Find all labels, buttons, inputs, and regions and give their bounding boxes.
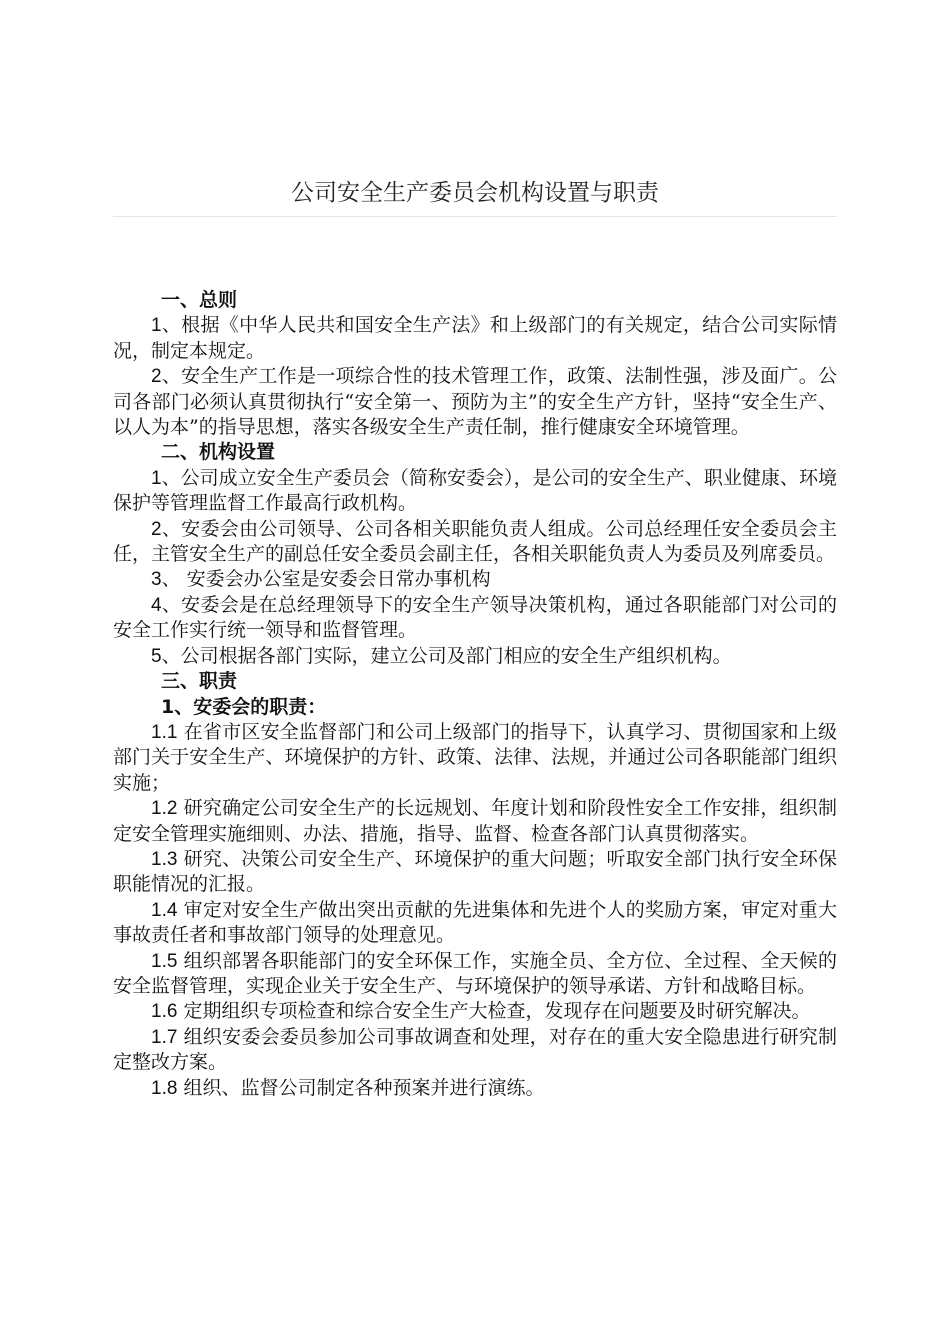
- item-number: 5: [151, 645, 162, 667]
- document-body: [113, 288, 837, 1101]
- item-text: 、根据《中华人民共和国安全生产法》和上级部门的有关规定，结合公司实际情况，制定本规定。: [113, 314, 837, 362]
- paragraph: [113, 593, 837, 644]
- item-number: 1.1: [151, 721, 178, 743]
- item-number: 1: [151, 467, 162, 489]
- item-text: 组织、监督公司制定各种预案并进行演练。: [177, 1076, 545, 1099]
- item-text: 、安委会是在总经理领导下的安全生产领导决策机构，通过各职能部门对公司的安全工作实行统一领导和监督管理。: [113, 593, 837, 642]
- paragraph: [113, 796, 837, 847]
- item-number: 2: [151, 366, 162, 388]
- item-number: 1.7: [151, 1026, 178, 1048]
- paragraph: [113, 517, 837, 568]
- paragraph: [113, 949, 837, 1000]
- item-text: 、公司成立安全生产委员会（简称安委会），是公司的安全生产、职业健康、环境保护等管理监督工作最高行政机构。: [113, 466, 837, 515]
- item-number: 1.6: [151, 1001, 178, 1023]
- item-number: 2: [151, 518, 162, 540]
- item-number: 1.8: [151, 1077, 178, 1099]
- paragraph: [113, 466, 837, 517]
- item-text: 定期组织专项检查和综合安全生产大检查，发现存在问题要及时研究解决。: [177, 1000, 811, 1023]
- item-text: 在省市区安全监督部门和公司上级部门的指导下，认真学习、贯彻国家和上级部门关于安全生产、环境保护的方针、政策、法律、法规，并通过公司各职能部门组织实施；: [113, 720, 837, 794]
- paragraph: [113, 1076, 837, 1101]
- subsection-heading-committee-duties: 1、安委会的职责：: [161, 695, 327, 718]
- item-text: 研究、决策公司安全生产、环境保护的重大问题；听取安全部门执行安全环保职能情况的汇报。: [113, 847, 837, 896]
- paragraph: [113, 898, 837, 949]
- item-number: 1.2: [151, 798, 178, 820]
- item-text: 、安全生产工作是一项综合性的技术管理工作，政策、法制性强，涉及面广。公司各部门必须认真贯彻执行“安全第一、预防为主”的安全生产方针，坚持“安全生产、以人为本”的指导思想，落实各级安全生产责任制，推行健康安全环境管理。: [113, 365, 837, 439]
- item-number: 1: [151, 315, 162, 337]
- item-text: 组织部署各职能部门的安全环保工作，实施全员、全方位、全过程、全天候的安全监督管理，实现企业关于安全生产、与环境保护的领导承诺、方针和战略目标。: [113, 949, 837, 997]
- paragraph: [113, 644, 837, 669]
- paragraph: [113, 364, 837, 440]
- item-number: 1.4: [151, 899, 178, 921]
- paragraph: [113, 313, 837, 364]
- item-text: 研究确定公司安全生产的长远规划、年度计划和阶段性安全工作安排，组织制定安全管理实施细则、办法、措施，指导、监督、检查各部门认真贯彻落实。: [113, 797, 837, 845]
- section-heading-general: 一、总则: [161, 289, 238, 311]
- item-text: 、安委会由公司领导、公司各相关职能负责人组成。公司总经理任安全委员会主任，主管安全生产的副总任安全委员会副主任，各相关职能负责人为委员及列席委员。: [113, 517, 837, 566]
- item-number: 1.3: [151, 848, 178, 870]
- section-heading-organization: 二、机构设置: [161, 441, 276, 464]
- paragraph: [113, 567, 837, 592]
- paragraph: [113, 720, 837, 796]
- paragraph: [113, 847, 837, 898]
- item-text: 、公司根据各部门实际，建立公司及部门相应的安全生产组织机构。: [161, 644, 732, 667]
- page-title: 公司安全生产委员会机构设置与职责: [291, 180, 659, 206]
- item-number: 3: [151, 569, 162, 591]
- section-heading-duties: 三、职责: [161, 670, 238, 693]
- paragraph: [113, 1025, 837, 1076]
- item-number: 1.5: [151, 950, 178, 972]
- item-text: 、 安委会办公室是安委会日常办事机构: [161, 568, 491, 591]
- title-divider: [113, 216, 837, 217]
- item-text: 组织安委会委员参加公司事故调查和处理，对存在的重大安全隐患进行研究制定整改方案。: [113, 1025, 837, 1074]
- paragraph: [113, 999, 837, 1024]
- item-text: 审定对安全生产做出突出贡献的先进集体和先进个人的奖励方案，审定对重大事故责任者和事故部门领导的处理意见。: [113, 898, 837, 947]
- item-number: 4: [151, 594, 162, 616]
